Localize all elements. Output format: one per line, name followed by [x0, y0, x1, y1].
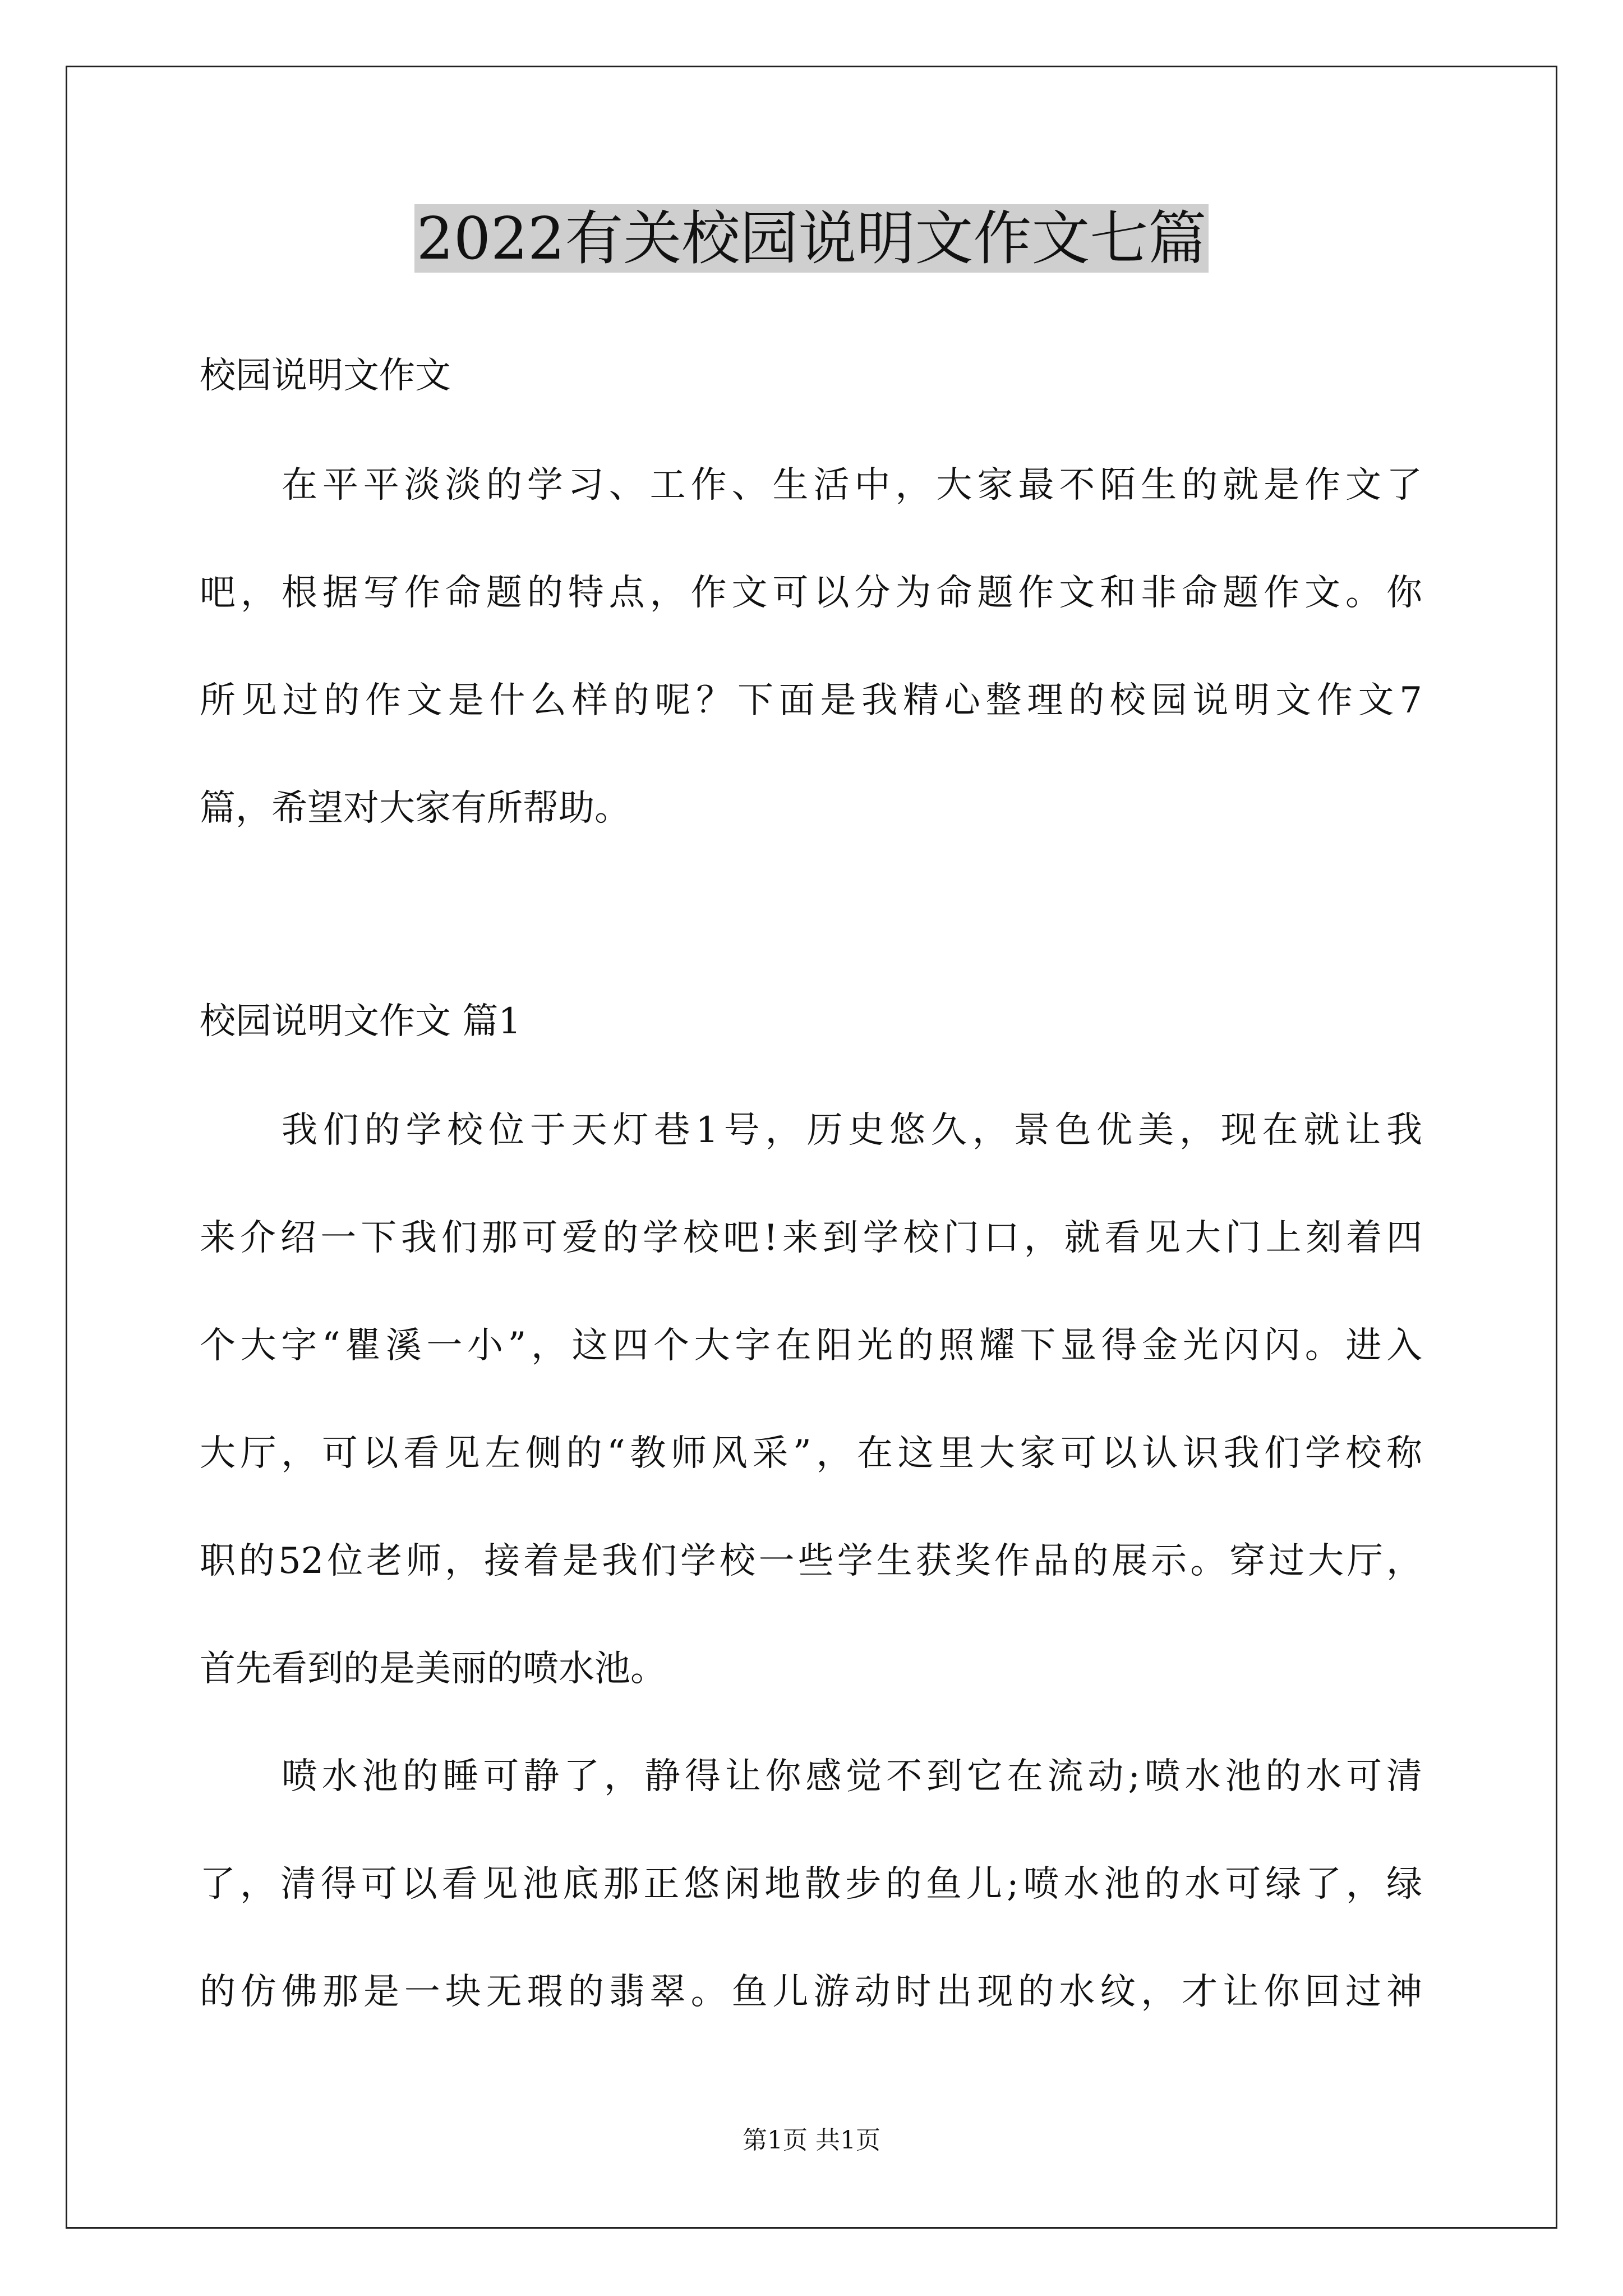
section1-p1-line-3: 个大字“瞿溪一小”，这四个大字在阳光的照耀下显得金光闪闪。进入	[200, 1325, 1422, 1366]
document-title: 2022有关校园说明文作文七篇	[414, 204, 1209, 273]
section1-p1-line-1: 我们的学校位于天灯巷1号，历史悠久，景色优美，现在就让我	[282, 1110, 1422, 1151]
section1-p1-line-6: 首先看到的是美丽的喷水池。	[200, 1648, 666, 1690]
intro-heading: 校园说明文作文	[200, 355, 451, 397]
document-title-wrap	[0, 199, 1623, 278]
intro-line-4: 篇，希望对大家有所帮助。	[200, 788, 630, 829]
page-footer: 第1页 共1页	[743, 2126, 880, 2155]
section1-p2-line-2: 了，清得可以看见池底那正悠闲地散步的鱼儿;喷水池的水可绿了，绿	[200, 1864, 1422, 1905]
intro-line-1: 在平平淡淡的学习、工作、生活中，大家最不陌生的就是作文了	[282, 464, 1422, 506]
section1-p2-line-1: 喷水池的睡可静了，静得让你感觉不到它在流动;喷水池的水可清	[282, 1756, 1422, 1797]
section1-p2-line-3: 的仿佛那是一块无瑕的翡翠。鱼儿游动时出现的水纹，才让你回过神	[200, 1971, 1422, 2013]
intro-line-3: 所见过的作文是什么样的呢？下面是我精心整理的校园说明文作文7	[200, 680, 1422, 721]
section1-p1-line-2: 来介绍一下我们那可爱的学校吧!来到学校门口，就看见大门上刻着四	[200, 1217, 1422, 1259]
section1-p1-line-5: 职的52位老师，接着是我们学校一些学生获奖作品的展示。穿过大厅，	[200, 1540, 1422, 1582]
section1-heading: 校园说明文作文 篇1	[200, 1001, 522, 1042]
intro-line-2: 吧，根据写作命题的特点，作文可以分为命题作文和非命题作文。你	[200, 572, 1422, 614]
section1-p1-line-4: 大厅，可以看见左侧的“教师风采”，在这里大家可以认识我们学校称	[200, 1433, 1422, 1474]
